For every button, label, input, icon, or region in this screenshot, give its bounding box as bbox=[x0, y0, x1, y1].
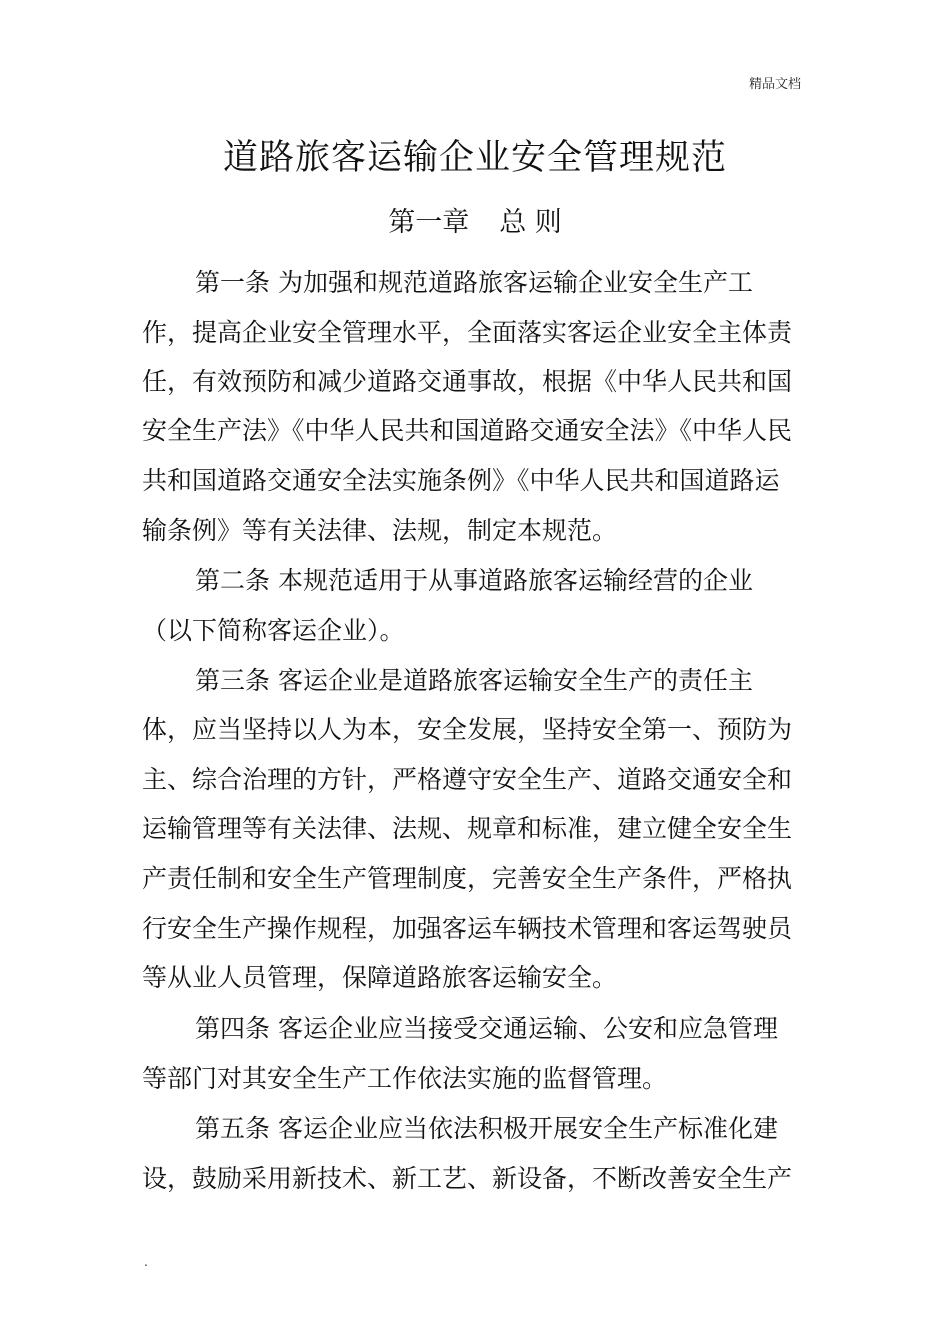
body-line: 第五条 客运企业应当依法积极开展安全生产标准化建 bbox=[195, 1114, 778, 1143]
chapter-number: 第一章 bbox=[388, 207, 470, 238]
body-line: 第三条 客运企业是道路旅客运输安全生产的责任主 bbox=[195, 666, 753, 695]
body-line: 行安全生产操作规程，加强客运车辆技术管理和客运驾驶员 bbox=[142, 914, 793, 943]
chapter-name: 总 则 bbox=[499, 207, 562, 238]
header-watermark-text: 精品文档 bbox=[749, 77, 802, 92]
document-title: 道路旅客运输企业安全管理规范 bbox=[222, 138, 727, 178]
body-line: 第一条 为加强和规范道路旅客运输企业安全生产工 bbox=[195, 268, 753, 297]
body-line: （以下简称客运企业）。 bbox=[142, 616, 405, 645]
body-line: 等从业人员管理，保障道路旅客运输安全。 bbox=[142, 963, 618, 992]
body-line: 等部门对其安全生产工作依法实施的监督管理。 bbox=[142, 1064, 668, 1093]
body-line: 第二条 本规范适用于从事道路旅客运输经营的企业 bbox=[195, 566, 753, 595]
body-line: 产责任制和安全生产管理制度，完善安全生产条件，严格执 bbox=[142, 864, 793, 893]
body-line: 作，提高企业安全管理水平，全面落实客运企业安全主体责 bbox=[142, 318, 793, 347]
body-line: 第四条 客运企业应当接受交通运输、公安和应急管理 bbox=[195, 1014, 778, 1043]
body-line: 主、综合治理的方针，严格遵守安全生产、道路交通安全和 bbox=[142, 765, 793, 794]
chapter-heading bbox=[0, 200, 950, 239]
body-line: 体，应当坚持以人为本，安全发展，坚持安全第一、预防为 bbox=[142, 715, 793, 744]
body-line: 运输管理等有关法律、法规、规章和标准，建立健全安全生 bbox=[142, 814, 793, 843]
body-line: 安全生产法》《中华人民共和国道路交通安全法》《中华人民 bbox=[142, 416, 793, 445]
body-line: 设，鼓励采用新技术、新工艺、新设备，不断改善安全生产 bbox=[142, 1164, 793, 1193]
body-line: 共和国道路交通安全法实施条例》《中华人民共和国道路运 bbox=[142, 466, 780, 495]
body-line: 输条例》等有关法律、法规，制定本规范。 bbox=[142, 516, 618, 545]
footer-mark: . bbox=[144, 1255, 148, 1269]
body-line: 任，有效预防和减少道路交通事故，根据《中华人民共和国 bbox=[142, 367, 793, 396]
